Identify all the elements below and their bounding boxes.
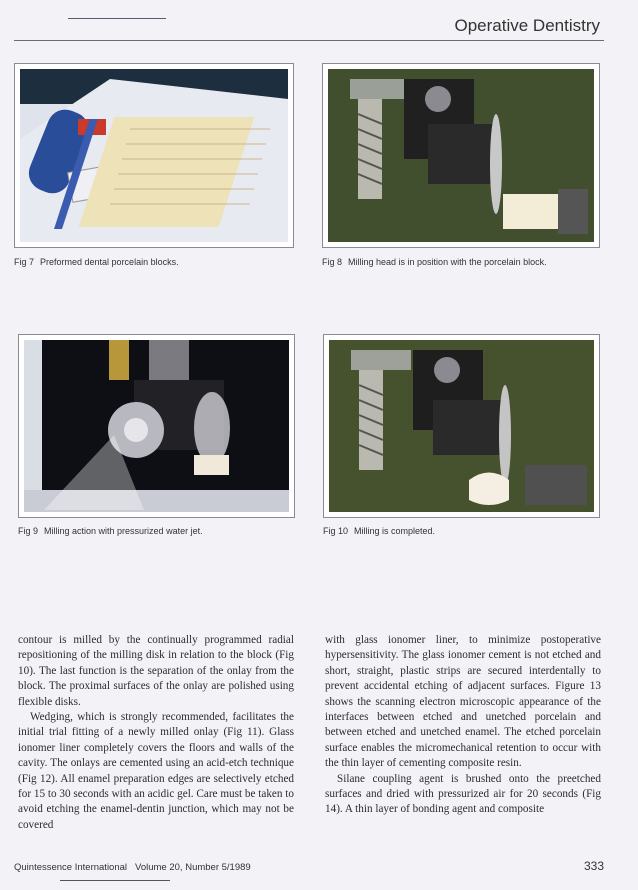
header-decorative-line <box>68 18 166 19</box>
body-paragraph: with glass ionomer liner, to minimize postoperative hypersensitivity. The glass ionomer cement is not etched and short, straight, plastic strips are secured interdentally to prevent accidental etching of adjacent surfaces. Figure 13 shows the scanning electron microscopic appearance of the interfaces between etched and unetched porcelain and between etched and unetched enamel. The etched porcelain surface enables the micromechanical retention to occur with the thin layer of cementing composite resin. <box>325 634 601 770</box>
body-paragraph: Wedging, which is strongly recommended, facilitates the initial trial fitting of a newly milled onlay (Fig 11). Glass ionomer liner completely covers the floors and walls of the cavity. The onlays are cemented using an acid-etch technique (Fig 12). All enamel preparation edges are selectively etched for 15 to 30 seconds with an acidic gel. Care must be taken to avoid etching the enamel-dentin junction, which may not be covered <box>18 711 294 831</box>
footer-citation <box>14 862 251 873</box>
figure-7-caption: Fig 7 Preformed dental porcelain blocks. <box>14 257 179 267</box>
header-rule <box>14 40 604 41</box>
body-column-right <box>325 633 601 818</box>
page-number: 333 <box>583 859 604 873</box>
figure-9-caption: Fig 9 Milling action with pressurized water jet. <box>18 526 203 536</box>
footer-volume: Volume 20, Number 5/1989 <box>135 862 251 873</box>
figure-7-photo <box>14 63 294 248</box>
body-paragraph: Silane coupling agent is brushed onto the preetched surfaces and dried with pressurized air for 20 seconds (Fig 14). A thin layer of bonding agent and composite <box>325 772 601 816</box>
figure-10-caption: Fig 10 Milling is completed. <box>323 526 436 536</box>
footer-decorative-line <box>60 880 170 881</box>
figure-8-photo <box>322 63 600 248</box>
figure-8-caption: Fig 8 Milling head is in position with the porcelain block. <box>322 257 547 267</box>
figure-10-photo <box>323 334 600 518</box>
running-header: Operative Dentistry <box>454 16 600 35</box>
body-column-left <box>18 633 294 833</box>
figure-9-photo <box>18 334 295 518</box>
body-paragraph: contour is milled by the continually programmed radial repositioning of the milling disk in relation to the block (Fig 10). The last function is the separation of the onlay from the block. The proximal surfaces of the onlay are polished using flexible disks. <box>18 634 294 708</box>
footer-journal: Quintessence International <box>14 862 128 873</box>
